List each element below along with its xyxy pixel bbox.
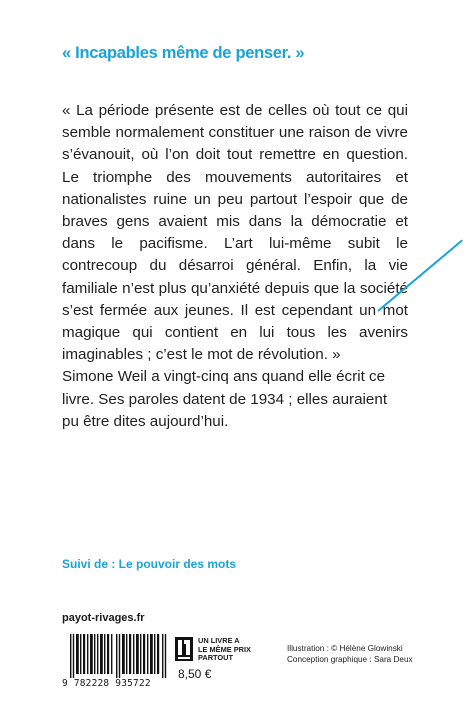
barcode-icon <box>70 634 168 678</box>
barcode <box>62 634 172 692</box>
price: 8,50 € <box>178 667 212 681</box>
design-credit: Conception graphique : Sara Deux <box>287 655 413 664</box>
publisher-website: payot-rivages.fr <box>62 612 145 624</box>
quote-paragraph: « La période présente est de celles où tout ce qui semble normalement constituer une raison de vivre s’évanouit, où l’on doit tout remettre en question. Le triomphe des mouvements autoritaires et nationalistes ruine un peu partout l’espoir que de braves gens avaient mis dans la démocratie et dans le pacifisme. L’art lui-même subit le contrecoup du désarroi général. Enfin, la vie familiale n’est plus qu’anxiété depuis que la société s’est fermée aux jeunes. Il est cependant un mot magique qui contient en lui tous les avenirs imaginables ; c’est le mot de révolution. » <box>62 102 408 364</box>
illustration-credit: Illustration : © Hélène Glowinski <box>287 644 403 653</box>
followed-by-text: Suivi de : Le pouvoir des mots <box>62 557 237 571</box>
label-line: LE MÊME PRIX <box>198 644 251 654</box>
tagline: « Incapables même de penser. » <box>62 44 305 62</box>
label-line: PARTOUT <box>198 653 234 662</box>
prix-unique-logo-icon <box>175 637 193 661</box>
prix-unique-label <box>198 637 258 663</box>
isbn-digits: 9 782228 935722 <box>62 678 151 689</box>
back-cover-text <box>62 100 408 433</box>
credits <box>287 643 413 665</box>
label-line: UN LIVRE A <box>198 636 240 645</box>
author-paragraph: Simone Weil a vingt-cinq ans quand elle écrit ce livre. Ses paroles datent de 1934 ; elles auraient pu être dites aujourd’hui. <box>62 368 388 430</box>
